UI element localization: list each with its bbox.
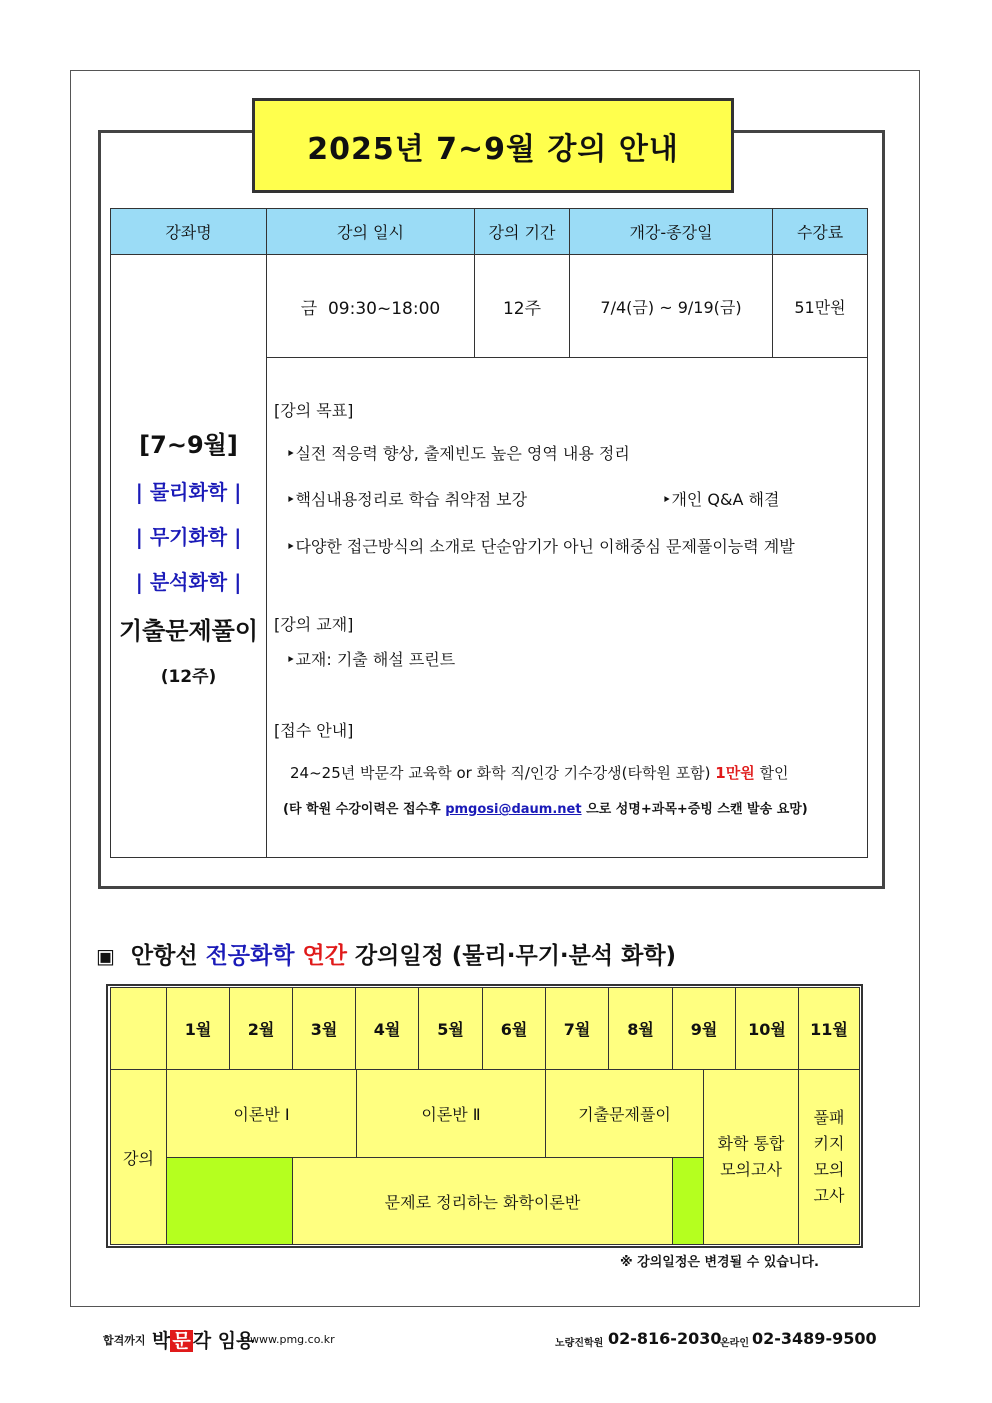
- bullet-icon: ▣: [96, 944, 115, 968]
- brand-char-1: 박: [152, 1330, 171, 1352]
- schedule-heading: [96, 937, 676, 970]
- email-link[interactable]: pmgosi@daum.net: [445, 802, 582, 817]
- value-tuition: 51만원: [772, 254, 868, 358]
- course-subject-analytical: | 분석화학 |: [135, 570, 242, 594]
- value-lecture-duration: 12주: [474, 254, 570, 358]
- goal-item-2: ‣핵심내용정리로 학습 취약점 보강: [286, 490, 528, 509]
- block-theory-2: 이론반 Ⅱ: [356, 1069, 546, 1158]
- discount-text-post: 할인: [754, 764, 789, 782]
- block-full-package-mock: 풀패 키지 모의 고사: [798, 1069, 860, 1245]
- schedule-row-label: 강의: [110, 1069, 167, 1245]
- header-start-end-date: 개강-종강일: [569, 208, 773, 255]
- schedule-note: ※ 강의일정은 변경될 수 있습니다.: [620, 1255, 819, 1270]
- material-section-title: [강의 교재]: [274, 615, 354, 634]
- value-start-end-date: 7/4(금) ~ 9/19(금): [569, 254, 773, 358]
- registration-section-title: [접수 안내]: [274, 721, 354, 740]
- goal-section-title: [강의 목표]: [274, 401, 354, 420]
- footer-slogan: 합격까지: [103, 1334, 146, 1347]
- block-green-left: [166, 1157, 293, 1245]
- month-2: 2월: [229, 987, 293, 1070]
- month-1: 1월: [166, 987, 230, 1070]
- course-subject-inorganic: | 무기화학 |: [135, 525, 242, 549]
- discount-text-pre: 24~25년 박문각 교육학 or 화학 직/인강 기수강생(타학원 포함): [290, 764, 716, 782]
- month-8: 8월: [608, 987, 673, 1070]
- note-text-pre: (타 학원 수강이력은 접수후: [283, 802, 446, 817]
- schedule-corner-cell: [110, 987, 167, 1070]
- header-lecture-duration: 강의 기간: [474, 208, 570, 255]
- registration-discount: [290, 762, 788, 783]
- footer-brand-logo: [152, 1326, 254, 1353]
- block-theory-1: 이론반 Ⅰ: [166, 1069, 357, 1158]
- block-past-exams: 기출문제풀이: [545, 1069, 704, 1158]
- brand-char-2: 문: [172, 1330, 191, 1352]
- page-title: 2025년 7~9월 강의 안내: [252, 98, 734, 193]
- header-tuition: 수강료: [772, 208, 868, 255]
- month-11: 11월: [798, 987, 860, 1070]
- footer-campus-phone: 02-816-2030: [608, 1329, 722, 1348]
- goal-item-4: ‣다양한 접근방식의 소개로 단순암기가 아닌 이해중심 문제풀이능력 계발: [286, 537, 795, 556]
- course-main-title: 기출문제풀이: [118, 617, 259, 645]
- material-item-1: ‣교재: 기출 해설 프린트: [286, 650, 456, 669]
- month-5: 5월: [418, 987, 483, 1070]
- goal-item-1: ‣실전 적응력 향상, 출제빈도 높은 영역 내용 정리: [286, 444, 630, 463]
- block-green-right: [672, 1157, 704, 1245]
- month-10: 10월: [735, 987, 799, 1070]
- month-4: 4월: [355, 987, 419, 1070]
- month-6: 6월: [482, 987, 546, 1070]
- month-9: 9월: [672, 987, 736, 1070]
- course-weeks: (12주): [160, 667, 217, 687]
- heading-major: 전공화학: [205, 943, 295, 969]
- course-name-cell: [110, 254, 267, 858]
- discount-amount: 1만원: [715, 764, 755, 782]
- note-text-post: 으로 성명+과목+증빙 스캔 발송 요망): [581, 802, 808, 817]
- heading-post: 강의일정 (물리·무기·분석 화학): [346, 943, 677, 969]
- footer-website[interactable]: www.pmg.co.kr: [250, 1333, 335, 1346]
- header-lecture-time: 강의 일시: [266, 208, 475, 255]
- registration-note: [283, 798, 808, 817]
- block-problem-theory: 문제로 정리하는 화학이론반: [292, 1157, 673, 1245]
- heading-annual: 연간: [302, 943, 347, 969]
- footer-campus-label: 노량진학원: [555, 1338, 604, 1349]
- footer-online-phone: 02-3489-9500: [752, 1329, 877, 1348]
- block-mock-exam: 화학 통합 모의고사: [703, 1069, 799, 1245]
- brand-char-4: 임용: [217, 1330, 255, 1352]
- header-course-name: 강좌명: [110, 208, 267, 255]
- course-months: [7~9월]: [139, 431, 238, 459]
- month-3: 3월: [292, 987, 356, 1070]
- footer-online-label: 온라인: [720, 1338, 749, 1349]
- value-lecture-time: 금 09:30~18:00: [266, 254, 475, 358]
- course-subject-physical: | 물리화학 |: [135, 480, 242, 504]
- brand-char-3: 각: [192, 1330, 212, 1352]
- goal-item-3: ‣개인 Q&A 해결: [662, 490, 780, 509]
- heading-pre: 안항선: [130, 943, 206, 969]
- month-7: 7월: [545, 987, 609, 1070]
